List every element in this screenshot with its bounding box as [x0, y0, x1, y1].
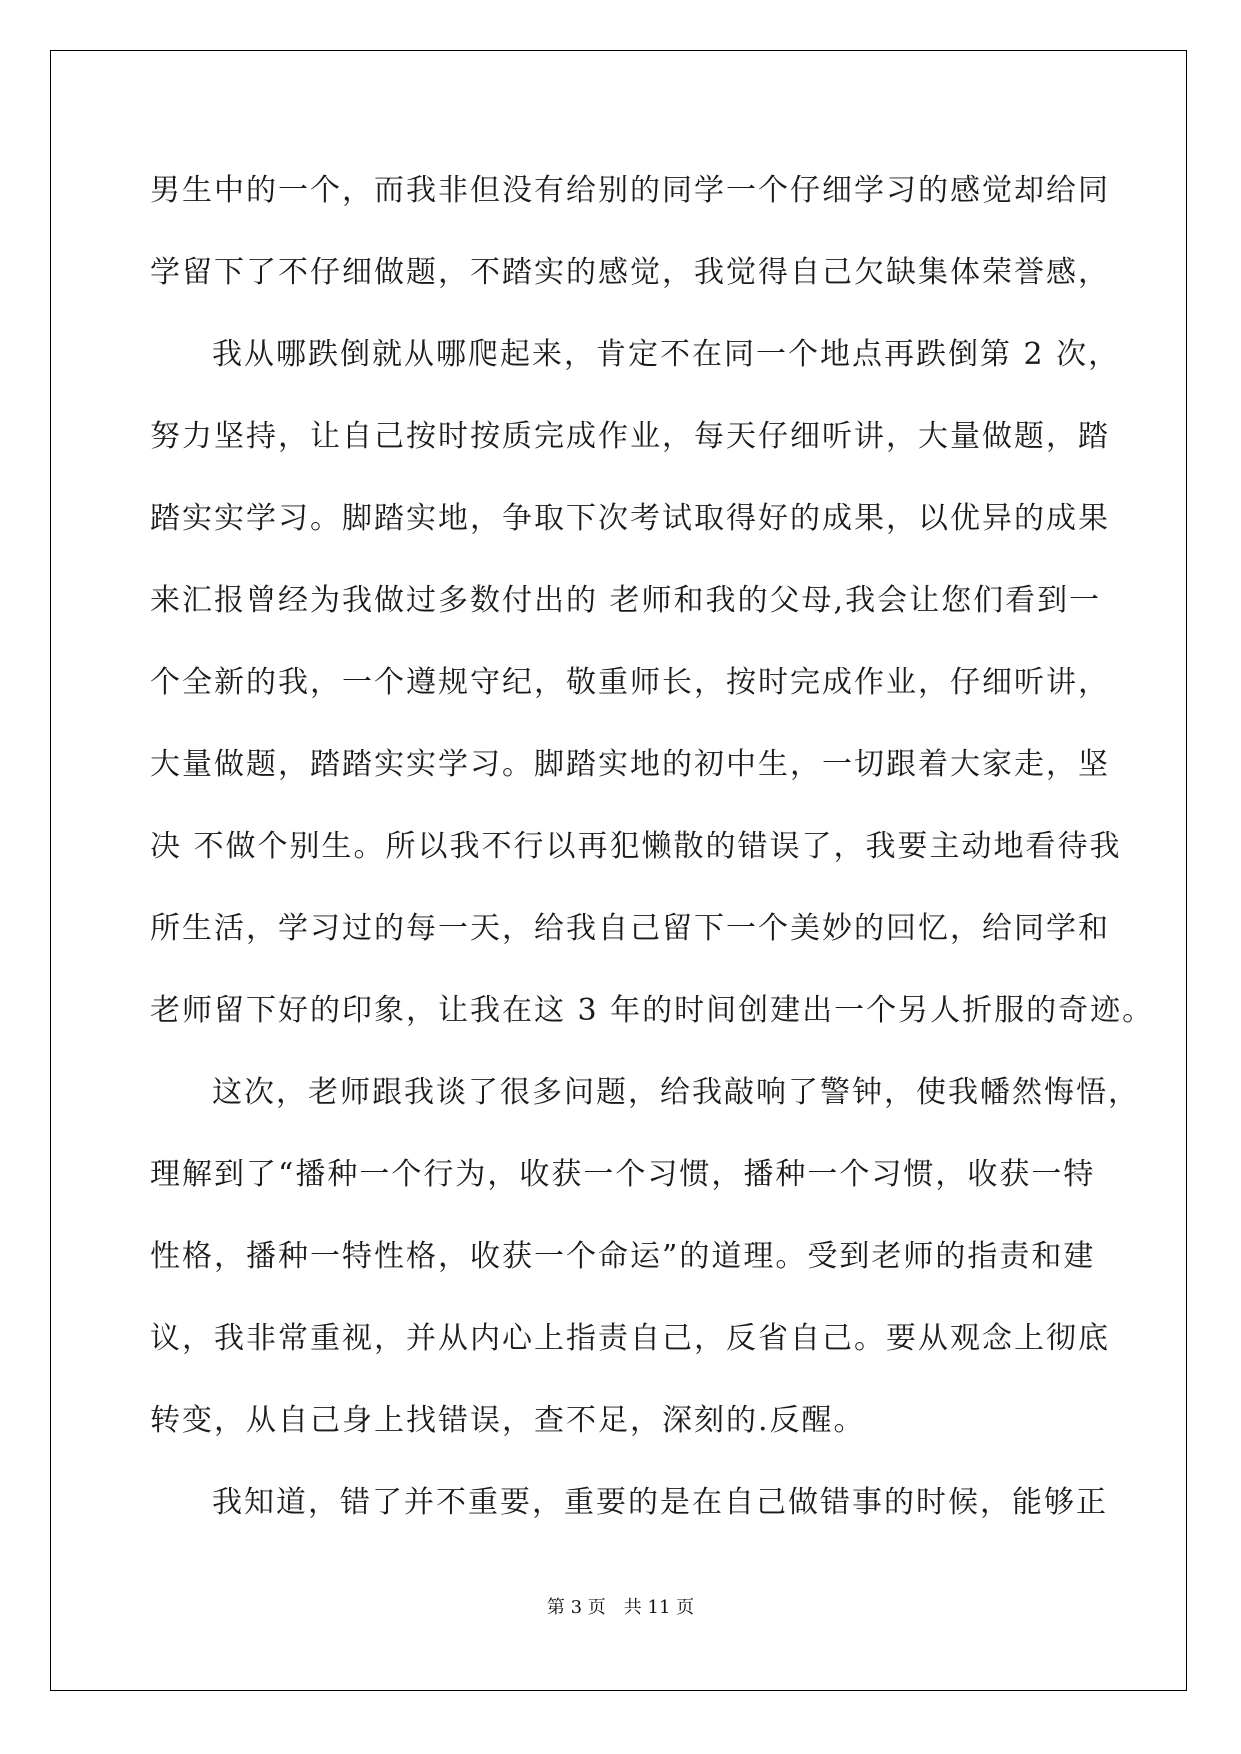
text-line: 学留下了不仔细做题，不踏实的感觉，我觉得自己欠缺集体荣誉感，: [150, 255, 1110, 290]
document-body: [150, 158, 1155, 1552]
paragraph-start-line: 这次，老师跟我谈了很多问题，给我敲响了警钟，使我幡然悔悟，: [212, 1075, 1140, 1110]
text-line: 来汇报曾经为我做过多数付出的 老师和我的父母,我会让您们看到一: [150, 583, 1102, 618]
page-footer: 第 3 页 共 11 页: [546, 1597, 695, 1618]
text-line: 所生活，学习过的每一天，给我自己留下一个美妙的回忆，给同学和: [150, 911, 1110, 946]
text-line: 转变，从自己身上找错误，查不足，深刻的.反醒。: [150, 1403, 866, 1438]
text-line: 个全新的我，一个遵规守纪，敬重师长，按时完成作业，仔细听讲，: [150, 665, 1110, 700]
text-line: 理解到了“播种一个行为，收获一个习惯，播种一个习惯，收获一特: [150, 1157, 1096, 1192]
text-line: 性格，播种一特性格，收获一个命运”的道理。受到老师的指责和建: [150, 1239, 1096, 1274]
paragraph-start-line: 我从哪跌倒就从哪爬起来，肯定不在同一个地点再跌倒第 2 次，: [212, 337, 1121, 372]
text-line: 男生中的一个，而我非但没有给别的同学一个仔细学习的感觉却给同: [150, 173, 1110, 208]
text-line: 努力坚持，让自己按时按质完成作业，每天仔细听讲，大量做题，踏: [150, 419, 1110, 454]
paragraph-start-line: 我知道，错了并不重要，重要的是在自己做错事的时候，能够正: [212, 1485, 1108, 1520]
text-line: 议，我非常重视，并从内心上指责自己，反省自己。要从观念上彻底: [150, 1321, 1110, 1356]
text-line: 老师留下好的印象，让我在这 3 年的时间创建出一个另人折服的奇迹。: [150, 993, 1155, 1028]
text-line: 大量做题，踏踏实实学习。脚踏实地的初中生，一切跟着大家走，坚: [150, 747, 1110, 782]
text-line: 踏实实学习。脚踏实地，争取下次考试取得好的成果，以优异的成果: [150, 501, 1110, 536]
text-line: 决 不做个别生。所以我不行以再犯懒散的错误了，我要主动地看待我: [150, 829, 1122, 864]
